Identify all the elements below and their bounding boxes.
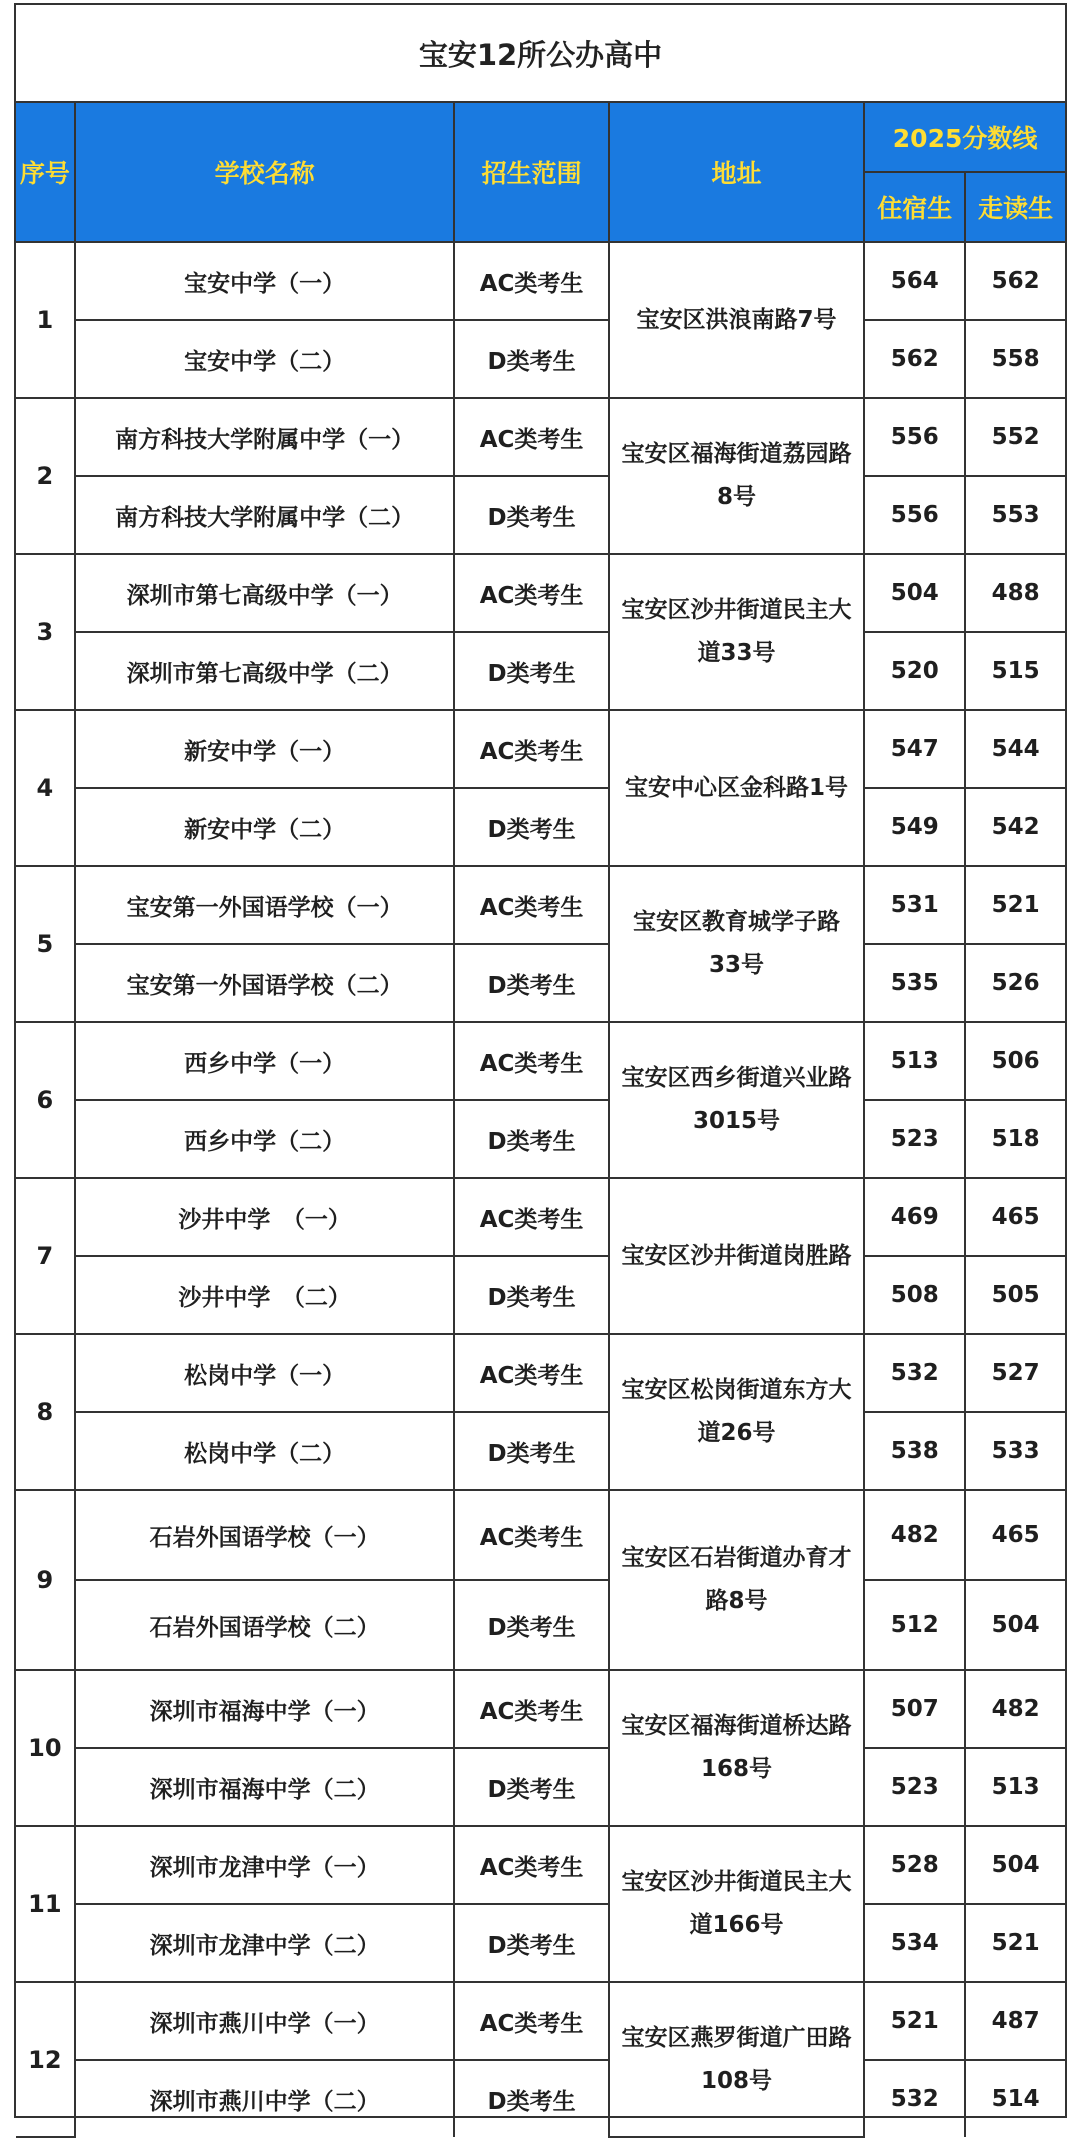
row-index: 10	[16, 1670, 75, 1826]
school-address: 宝安区西乡街道兴业路3015号	[609, 1022, 864, 1178]
score-table-sheet	[14, 3, 1067, 2118]
boarding-score: 469	[864, 1178, 965, 1256]
day-score: 552	[965, 398, 1065, 476]
row-index: 4	[16, 710, 75, 866]
school-address: 宝安区洪浪南路7号	[609, 242, 864, 398]
boarding-score: 531	[864, 866, 965, 944]
school-name: 宝安中学（二）	[75, 320, 455, 398]
table-row	[16, 1412, 1065, 1490]
day-score: 506	[965, 1022, 1065, 1100]
school-address: 宝安区石岩街道办育才路8号	[609, 1490, 864, 1670]
row-index: 1	[16, 242, 75, 398]
school-address: 宝安区松岗街道东方大道26号	[609, 1334, 864, 1490]
table-row	[16, 242, 1065, 320]
day-score: 482	[965, 1670, 1065, 1748]
school-name: 南方科技大学附属中学（一）	[75, 398, 455, 476]
table-row	[16, 1904, 1065, 1982]
school-name: 深圳市福海中学（一）	[75, 1670, 455, 1748]
school-name: 深圳市龙津中学（二）	[75, 1904, 455, 1982]
school-name: 沙井中学 （二）	[75, 1256, 455, 1334]
boarding-score: 523	[864, 1748, 965, 1826]
table-row	[16, 1256, 1065, 1334]
admission-scope: AC类考生	[454, 1490, 608, 1580]
boarding-score: 535	[864, 944, 965, 1022]
day-score: 465	[965, 1178, 1065, 1256]
header-address: 地址	[609, 103, 864, 242]
boarding-score: 523	[864, 1100, 965, 1178]
admission-scope: AC类考生	[454, 1334, 608, 1412]
school-name: 宝安中学（一）	[75, 242, 455, 320]
table-row	[16, 1490, 1065, 1580]
header-boarding: 住宿生	[864, 172, 965, 242]
day-score: 521	[965, 866, 1065, 944]
boarding-score: 513	[864, 1022, 965, 1100]
header-day: 走读生	[965, 172, 1065, 242]
admission-scope: AC类考生	[454, 554, 608, 632]
school-name: 西乡中学（二）	[75, 1100, 455, 1178]
row-index: 8	[16, 1334, 75, 1490]
table-row	[16, 1334, 1065, 1412]
school-address: 宝安区沙井街道民主大道33号	[609, 554, 864, 710]
day-score: 504	[965, 1580, 1065, 1670]
table-row	[16, 1100, 1065, 1178]
day-score: 465	[965, 1490, 1065, 1580]
table-body	[16, 242, 1065, 2137]
header-index: 序号	[16, 103, 75, 242]
row-index: 7	[16, 1178, 75, 1334]
boarding-score: 532	[864, 2060, 965, 2137]
day-score: 544	[965, 710, 1065, 788]
boarding-score: 504	[864, 554, 965, 632]
admission-scope: D类考生	[454, 1904, 608, 1982]
school-name: 松岗中学（二）	[75, 1412, 455, 1490]
admission-scope: D类考生	[454, 320, 608, 398]
header-score-group: 2025分数线	[864, 103, 1065, 172]
day-score: 521	[965, 1904, 1065, 1982]
table-row	[16, 632, 1065, 710]
school-name: 石岩外国语学校（二）	[75, 1580, 455, 1670]
school-address: 宝安区教育城学子路33号	[609, 866, 864, 1022]
school-address: 宝安区沙井街道岗胜路	[609, 1178, 864, 1334]
admission-scope: AC类考生	[454, 1022, 608, 1100]
admission-scope: AC类考生	[454, 1826, 608, 1904]
school-name: 深圳市第七高级中学（二）	[75, 632, 455, 710]
boarding-score: 520	[864, 632, 965, 710]
admission-scope: D类考生	[454, 476, 608, 554]
day-score: 487	[965, 1982, 1065, 2060]
admission-scope: D类考生	[454, 1256, 608, 1334]
admission-scope: D类考生	[454, 1412, 608, 1490]
school-name: 石岩外国语学校（一）	[75, 1490, 455, 1580]
boarding-score: 508	[864, 1256, 965, 1334]
score-table	[16, 103, 1065, 2138]
school-name: 新安中学（一）	[75, 710, 455, 788]
table-row	[16, 710, 1065, 788]
school-name: 深圳市燕川中学（二）	[75, 2060, 455, 2137]
table-row	[16, 1580, 1065, 1670]
table-row	[16, 1670, 1065, 1748]
boarding-score: 521	[864, 1982, 965, 2060]
boarding-score: 564	[864, 242, 965, 320]
table-row	[16, 554, 1065, 632]
table-row	[16, 944, 1065, 1022]
admission-scope: AC类考生	[454, 710, 608, 788]
school-name: 深圳市龙津中学（一）	[75, 1826, 455, 1904]
boarding-score: 482	[864, 1490, 965, 1580]
boarding-score: 562	[864, 320, 965, 398]
school-name: 深圳市第七高级中学（一）	[75, 554, 455, 632]
table-row	[16, 1022, 1065, 1100]
school-name: 深圳市福海中学（二）	[75, 1748, 455, 1826]
boarding-score: 532	[864, 1334, 965, 1412]
admission-scope: AC类考生	[454, 1670, 608, 1748]
admission-scope: D类考生	[454, 1100, 608, 1178]
row-index: 11	[16, 1826, 75, 1982]
boarding-score: 549	[864, 788, 965, 866]
day-score: 526	[965, 944, 1065, 1022]
day-score: 558	[965, 320, 1065, 398]
table-row	[16, 398, 1065, 476]
admission-scope: AC类考生	[454, 866, 608, 944]
school-name: 新安中学（二）	[75, 788, 455, 866]
boarding-score: 534	[864, 1904, 965, 1982]
page-title: 宝安12所公办高中	[16, 5, 1065, 103]
day-score: 527	[965, 1334, 1065, 1412]
school-name: 南方科技大学附属中学（二）	[75, 476, 455, 554]
row-index: 3	[16, 554, 75, 710]
admission-scope: AC类考生	[454, 398, 608, 476]
school-address: 宝安区燕罗街道广田路108号	[609, 1982, 864, 2137]
table-row	[16, 2060, 1065, 2137]
admission-scope: AC类考生	[454, 242, 608, 320]
boarding-score: 556	[864, 398, 965, 476]
admission-scope: D类考生	[454, 1748, 608, 1826]
school-name: 宝安第一外国语学校（二）	[75, 944, 455, 1022]
boarding-score: 528	[864, 1826, 965, 1904]
header-scope: 招生范围	[454, 103, 608, 242]
day-score: 515	[965, 632, 1065, 710]
row-index: 9	[16, 1490, 75, 1670]
admission-scope: AC类考生	[454, 1982, 608, 2060]
school-address: 宝安区福海街道桥达路168号	[609, 1670, 864, 1826]
day-score: 553	[965, 476, 1065, 554]
day-score: 488	[965, 554, 1065, 632]
table-row	[16, 1982, 1065, 2060]
table-row	[16, 788, 1065, 866]
table-row	[16, 320, 1065, 398]
row-index: 12	[16, 1982, 75, 2137]
header-school: 学校名称	[75, 103, 455, 242]
school-address: 宝安中心区金科路1号	[609, 710, 864, 866]
day-score: 504	[965, 1826, 1065, 1904]
day-score: 505	[965, 1256, 1065, 1334]
admission-scope: D类考生	[454, 632, 608, 710]
row-index: 2	[16, 398, 75, 554]
school-address: 宝安区福海街道荔园路8号	[609, 398, 864, 554]
admission-scope: D类考生	[454, 944, 608, 1022]
admission-scope: D类考生	[454, 1580, 608, 1670]
row-index: 6	[16, 1022, 75, 1178]
boarding-score: 556	[864, 476, 965, 554]
table-row	[16, 476, 1065, 554]
boarding-score: 507	[864, 1670, 965, 1748]
table-row	[16, 1826, 1065, 1904]
school-name: 沙井中学 （一）	[75, 1178, 455, 1256]
table-row	[16, 866, 1065, 944]
day-score: 518	[965, 1100, 1065, 1178]
school-address: 宝安区沙井街道民主大道166号	[609, 1826, 864, 1982]
boarding-score: 512	[864, 1580, 965, 1670]
table-row	[16, 1748, 1065, 1826]
row-index: 5	[16, 866, 75, 1022]
admission-scope: D类考生	[454, 788, 608, 866]
school-name: 西乡中学（一）	[75, 1022, 455, 1100]
school-name: 松岗中学（一）	[75, 1334, 455, 1412]
boarding-score: 538	[864, 1412, 965, 1490]
day-score: 513	[965, 1748, 1065, 1826]
admission-scope: AC类考生	[454, 1178, 608, 1256]
school-name: 深圳市燕川中学（一）	[75, 1982, 455, 2060]
day-score: 514	[965, 2060, 1065, 2137]
day-score: 533	[965, 1412, 1065, 1490]
school-name: 宝安第一外国语学校（一）	[75, 866, 455, 944]
table-row	[16, 1178, 1065, 1256]
day-score: 562	[965, 242, 1065, 320]
admission-scope: D类考生	[454, 2060, 608, 2137]
day-score: 542	[965, 788, 1065, 866]
boarding-score: 547	[864, 710, 965, 788]
